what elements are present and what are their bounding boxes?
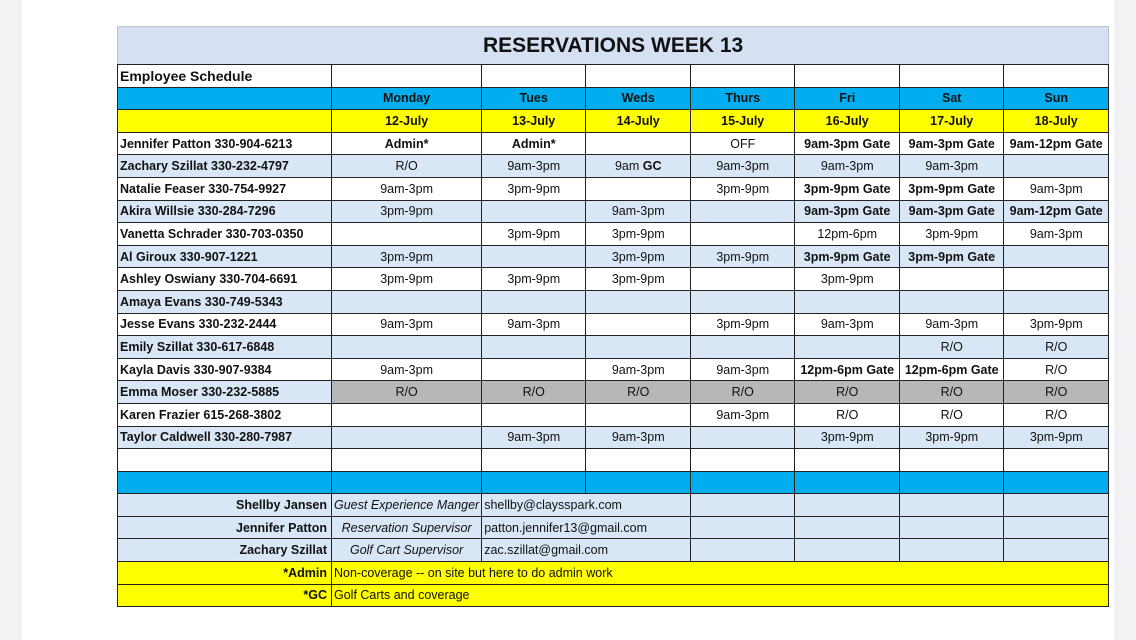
shift-cell [332, 403, 482, 426]
shift-cell [482, 426, 586, 449]
shift-cell [691, 223, 795, 246]
legend-text: Non-coverage -- on site but here to do admin work [332, 562, 1109, 585]
shift-text: 9am-3pm [716, 362, 770, 377]
shift-text: 12pm-6pm Gate [800, 362, 895, 377]
employee-row [118, 290, 1109, 313]
shift-cell [586, 336, 691, 359]
shift-suffix: GC [642, 159, 662, 174]
contact-name: Shellby Jansen [118, 494, 332, 517]
employee-row [118, 223, 1109, 246]
shift-cell [1004, 381, 1109, 404]
shift-text: 3pm-9pm [507, 226, 561, 241]
shift-cell [795, 336, 900, 359]
shift-cell [691, 290, 795, 313]
shift-text: 3pm-9pm [716, 317, 770, 332]
employee-name: Zachary Szillat 330-232-4797 [118, 155, 332, 178]
shift-cell [586, 313, 691, 336]
document-page [22, 0, 1114, 640]
shift-cell [482, 155, 586, 178]
shift-cell [482, 177, 586, 200]
shift-cell [1004, 155, 1109, 178]
employee-row [118, 336, 1109, 359]
shift-text: 9am-3pm [1029, 181, 1083, 196]
shift-text: 12pm-6pm [817, 226, 878, 241]
shift-text: 3pm-9pm [1029, 430, 1083, 445]
shift-text: 9am-3pm Gate [804, 136, 891, 151]
shift-text: 9am-3pm [611, 204, 665, 219]
contact-email: patton.jennifer13@gmail.com [482, 516, 691, 539]
date-header: 15-July [691, 110, 795, 133]
shift-cell [332, 132, 482, 155]
shift-cell [795, 177, 900, 200]
shift-text: 9am-3pm [925, 159, 979, 174]
shift-text: R/O [627, 385, 650, 400]
shift-cell [1004, 313, 1109, 336]
shift-cell [691, 132, 795, 155]
shift-cell [1004, 268, 1109, 291]
shift-text: 12pm-6pm Gate [904, 362, 999, 377]
employee-name: Karen Frazier 615-268-3802 [118, 403, 332, 426]
shift-cell [332, 177, 482, 200]
shift-text: R/O [940, 339, 963, 354]
shift-text: R/O [522, 385, 545, 400]
page-title: RESERVATIONS WEEK 13 [118, 27, 1109, 65]
shift-cell [795, 245, 900, 268]
shift-cell [586, 403, 691, 426]
separator-row [118, 471, 1109, 494]
shift-text: R/O [940, 385, 963, 400]
contact-role: Golf Cart Supervisor [332, 539, 482, 562]
shift-text: 3pm-9pm [611, 249, 665, 264]
employee-row [118, 245, 1109, 268]
shift-cell [691, 155, 795, 178]
contact-row [118, 516, 1109, 539]
shift-text: R/O [836, 407, 859, 422]
section-label: Employee Schedule [118, 65, 332, 88]
shift-cell [795, 290, 900, 313]
employee-row [118, 426, 1109, 449]
shift-text: 9am-3pm [507, 159, 561, 174]
shift-text: R/O [1045, 339, 1068, 354]
shift-cell [332, 336, 482, 359]
shift-text: 9am-3pm [716, 407, 770, 422]
shift-cell [1004, 132, 1109, 155]
shift-text: 3pm-9pm [820, 272, 874, 287]
day-header: Tues [482, 87, 586, 110]
shift-cell [795, 381, 900, 404]
employee-name: Emily Szillat 330-617-6848 [118, 336, 332, 359]
shift-cell [586, 245, 691, 268]
shift-cell [1004, 223, 1109, 246]
shift-cell [900, 313, 1004, 336]
shift-text: 9am-3pm [380, 362, 433, 377]
shift-cell [332, 223, 482, 246]
shift-cell [586, 223, 691, 246]
blank-row [118, 449, 1109, 472]
shift-cell [795, 155, 900, 178]
contact-row [118, 494, 1109, 517]
shift-cell [795, 132, 900, 155]
shift-cell [691, 403, 795, 426]
shift-text: 9am-3pm Gate [804, 204, 891, 219]
day-header: Monday [332, 87, 482, 110]
shift-cell [900, 177, 1004, 200]
shift-cell [332, 426, 482, 449]
shift-text: 3pm-9pm Gate [803, 249, 891, 264]
shift-cell [691, 200, 795, 223]
shift-cell [795, 268, 900, 291]
shift-cell [900, 403, 1004, 426]
shift-cell [1004, 245, 1109, 268]
shift-cell [900, 290, 1004, 313]
shift-cell [586, 177, 691, 200]
shift-cell [482, 381, 586, 404]
contact-role: Reservation Supervisor [332, 516, 482, 539]
shift-cell [900, 336, 1004, 359]
shift-cell [691, 336, 795, 359]
shift-cell [586, 132, 691, 155]
employee-row [118, 403, 1109, 426]
shift-text: OFF [730, 136, 756, 151]
shift-cell [482, 223, 586, 246]
shift-cell [795, 426, 900, 449]
shift-cell [482, 313, 586, 336]
shift-cell [482, 336, 586, 359]
legend-row [118, 562, 1109, 585]
shift-text: 9am-3pm Gate [908, 204, 995, 219]
day-header: Fri [795, 87, 900, 110]
shift-cell [900, 200, 1004, 223]
shift-cell [586, 200, 691, 223]
shift-cell [900, 268, 1004, 291]
shift-cell [795, 223, 900, 246]
shift-cell [332, 358, 482, 381]
shift-cell [1004, 290, 1109, 313]
employee-name: Akira Willsie 330-284-7296 [118, 200, 332, 223]
shift-text: 9am-3pm [716, 159, 770, 174]
shift-text: 3pm-9pm [611, 272, 665, 287]
shift-text: 9am [614, 159, 640, 174]
day-header: Weds [586, 87, 691, 110]
day-header: Sat [900, 87, 1004, 110]
employee-name: Amaya Evans 330-749-5343 [118, 290, 332, 313]
shift-cell [900, 155, 1004, 178]
shift-cell [691, 313, 795, 336]
shift-cell [586, 290, 691, 313]
shift-text: 3pm-9pm [507, 272, 561, 287]
shift-cell [691, 381, 795, 404]
employee-row [118, 155, 1109, 178]
shift-text: 3pm-9pm Gate [908, 181, 996, 196]
date-header: 16-July [795, 110, 900, 133]
shift-text: 9am-3pm [611, 430, 665, 445]
shift-text: 3pm-9pm [820, 430, 874, 445]
shift-text: 9am-12pm Gate [1009, 204, 1103, 219]
shift-text: R/O [1045, 407, 1068, 422]
contact-email: shellby@claysspark.com [482, 494, 691, 517]
shift-text: Admin* [384, 136, 429, 151]
shift-text: 3pm-9pm [611, 226, 665, 241]
employee-row [118, 381, 1109, 404]
shift-cell [691, 268, 795, 291]
shift-cell [691, 177, 795, 200]
shift-text: 3pm-9pm [1029, 317, 1083, 332]
shift-cell [482, 245, 586, 268]
shift-cell [482, 268, 586, 291]
shift-text: 3pm-9pm [925, 226, 979, 241]
employee-row [118, 177, 1109, 200]
shift-cell [482, 200, 586, 223]
employee-name: Emma Moser 330-232-5885 [118, 381, 332, 404]
shift-cell [332, 290, 482, 313]
shift-cell [691, 245, 795, 268]
day-header: Thurs [691, 87, 795, 110]
shift-text: 3pm-9pm Gate [803, 181, 891, 196]
shift-cell [900, 426, 1004, 449]
shift-text: 9am-3pm [507, 430, 561, 445]
shift-text: 9am-12pm Gate [1009, 136, 1103, 151]
shift-cell [332, 381, 482, 404]
shift-cell [795, 200, 900, 223]
employee-row [118, 132, 1109, 155]
day-header-row [118, 87, 1109, 110]
shift-cell [1004, 336, 1109, 359]
shift-cell [795, 358, 900, 381]
shift-cell [1004, 426, 1109, 449]
shift-cell [1004, 177, 1109, 200]
employee-name: Natalie Feaser 330-754-9927 [118, 177, 332, 200]
shift-text: R/O [395, 159, 418, 174]
employee-name: Al Giroux 330-907-1221 [118, 245, 332, 268]
shift-text: 9am-3pm [380, 317, 433, 332]
shift-cell [482, 132, 586, 155]
shift-cell [332, 200, 482, 223]
date-header: 12-July [332, 110, 482, 133]
shift-cell [900, 358, 1004, 381]
shift-text: 3pm-9pm [925, 430, 979, 445]
schedule-table [117, 26, 1109, 607]
shift-text: R/O [1045, 362, 1068, 377]
shift-cell [795, 403, 900, 426]
shift-cell [586, 381, 691, 404]
employee-row [118, 358, 1109, 381]
employee-name: Ashley Oswiany 330-704-6691 [118, 268, 332, 291]
shift-cell [900, 381, 1004, 404]
contact-name: Jennifer Patton [118, 516, 332, 539]
shift-text: 3pm-9pm [716, 181, 770, 196]
date-header-row [118, 110, 1109, 133]
legend-key: *Admin [118, 562, 332, 585]
legend-text: Golf Carts and coverage [332, 584, 1109, 607]
shift-cell [900, 132, 1004, 155]
shift-cell [900, 245, 1004, 268]
shift-cell [900, 223, 1004, 246]
shift-text: 9am-3pm [380, 181, 433, 196]
shift-cell [482, 290, 586, 313]
shift-text: R/O [731, 385, 754, 400]
shift-cell [1004, 200, 1109, 223]
employee-name: Vanetta Schrader 330-703-0350 [118, 223, 332, 246]
contact-email: zac.szillat@gmail.com [482, 539, 691, 562]
shift-text: 9am-3pm [611, 362, 665, 377]
shift-text: R/O [836, 385, 859, 400]
legend-key: *GC [118, 584, 332, 607]
contact-role: Guest Experience Manger [332, 494, 482, 517]
date-header: 14-July [586, 110, 691, 133]
shift-text: 9am-3pm [820, 159, 874, 174]
shift-text: Admin* [511, 136, 556, 151]
shift-text: 3pm-9pm [380, 204, 433, 219]
shift-cell [691, 358, 795, 381]
contact-name: Zachary Szillat [118, 539, 332, 562]
shift-text: 3pm-9pm [507, 181, 561, 196]
employee-name: Jesse Evans 330-232-2444 [118, 313, 332, 336]
shift-cell [482, 358, 586, 381]
shift-cell [691, 426, 795, 449]
contact-row [118, 539, 1109, 562]
shift-cell [1004, 403, 1109, 426]
date-header: 13-July [482, 110, 586, 133]
employee-row [118, 268, 1109, 291]
shift-text: R/O [1045, 385, 1068, 400]
shift-text: R/O [940, 407, 963, 422]
shift-text: 9am-3pm [1029, 226, 1083, 241]
shift-cell [482, 403, 586, 426]
shift-text: 9am-3pm [820, 317, 874, 332]
shift-text: 3pm-9pm [380, 249, 433, 264]
employee-name: Taylor Caldwell 330-280-7987 [118, 426, 332, 449]
shift-text: 9am-3pm Gate [908, 136, 995, 151]
day-header: Sun [1004, 87, 1109, 110]
shift-cell [332, 313, 482, 336]
date-header: 17-July [900, 110, 1004, 133]
legend-row [118, 584, 1109, 607]
shift-cell [586, 268, 691, 291]
shift-text: 3pm-9pm Gate [908, 249, 996, 264]
shift-text: 3pm-9pm [716, 249, 770, 264]
shift-text: 3pm-9pm [380, 272, 433, 287]
shift-cell [795, 313, 900, 336]
shift-cell [332, 268, 482, 291]
date-header: 18-July [1004, 110, 1109, 133]
shift-cell [586, 155, 691, 178]
shift-text: 9am-3pm [925, 317, 979, 332]
employee-name: Kayla Davis 330-907-9384 [118, 358, 332, 381]
employee-name: Jennifer Patton 330-904-6213 [118, 132, 332, 155]
shift-cell [1004, 358, 1109, 381]
shift-cell [332, 155, 482, 178]
shift-text: R/O [395, 385, 418, 400]
shift-text: 9am-3pm [507, 317, 561, 332]
employee-row [118, 313, 1109, 336]
employee-row [118, 200, 1109, 223]
shift-cell [586, 426, 691, 449]
shift-cell [586, 358, 691, 381]
shift-cell [332, 245, 482, 268]
